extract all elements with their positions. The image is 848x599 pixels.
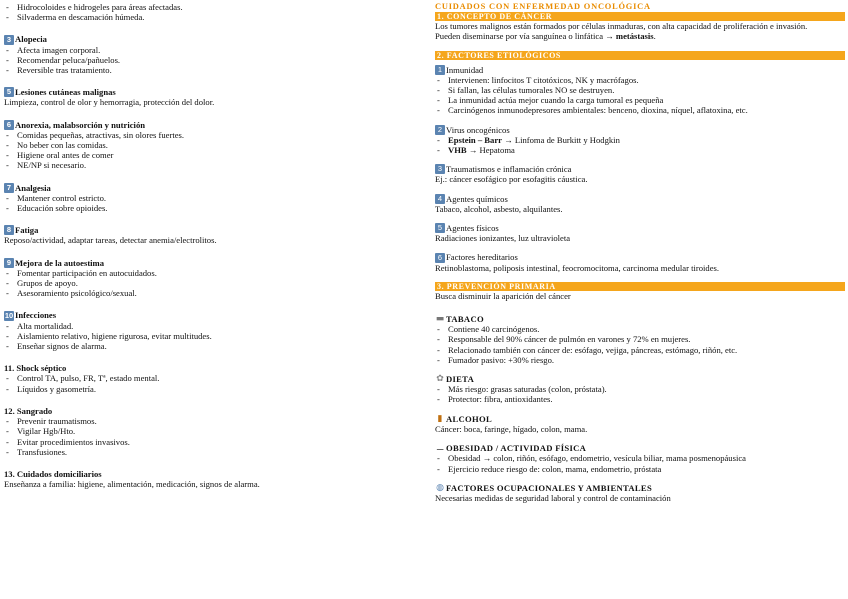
prevention-tabaco xyxy=(435,314,845,365)
list-item: - Líquidos y gasometría. xyxy=(4,384,416,394)
factor-title: Agentes químicos xyxy=(446,193,508,204)
prevention-text: Necesarias medidas de seguridad laboral y control de contaminación xyxy=(435,492,671,503)
factor-text: Ej.: cáncer esofágico por esofagitis cáustica. xyxy=(435,174,588,185)
number-badge-icon: 6 xyxy=(4,120,14,130)
section-infecciones xyxy=(4,310,416,351)
list-item: - Ejercicio reduce riesgo de: colon, mama, endometrio, próstata xyxy=(435,464,845,474)
number-badge-icon: 6 xyxy=(435,253,445,263)
section-analgesia xyxy=(4,183,416,214)
section-bar-concepto: 1. CONCEPTO DE CÁNCER xyxy=(435,12,845,21)
list-item xyxy=(435,135,845,145)
list-item: - Contiene 40 carcinógenos. xyxy=(435,324,845,334)
page-title: CUIDADOS CON ENFERMEDAD ONCOLÓGICA xyxy=(435,2,651,11)
list-item: - Evitar procedimientos invasivos. xyxy=(4,437,416,447)
list-item: - Más riesgo: grasas saturadas (colon, próstata). xyxy=(435,384,845,394)
factor-title: Virus oncogénicos xyxy=(446,124,510,135)
prevention-obesidad xyxy=(435,443,845,474)
list-item: - Fumador pasivo: +30% riesgo. xyxy=(435,355,845,365)
factor-fisicos xyxy=(435,223,845,243)
list-item: - Intervienen: linfocitos T citotóxicos, NK y macrófagos. xyxy=(435,75,845,85)
factor-virus xyxy=(435,125,845,156)
section-bar-prevencion: 3. PREVENCIÓN PRIMARIA xyxy=(435,282,845,291)
list-item: - Aislamiento relativo, higiene rigurosa, evitar multitudes. xyxy=(4,331,416,341)
prevention-title: OBESIDAD / ACTIVIDAD FÍSICA xyxy=(446,443,587,454)
section-anorexia xyxy=(4,120,416,171)
list-item: - La inmunidad actúa mejor cuando la carga tumoral es pequeña xyxy=(435,95,845,105)
list-item: - Comidas pequeñas, atractivas, sin olores fuertes. xyxy=(4,130,416,140)
list-item: - Obesidad → colon, riñón, esófago, endometrio, vesícula biliar, mama posmenopáusica xyxy=(435,453,845,463)
list-item: - Reversible tras tratamiento. xyxy=(4,65,416,75)
number-badge-icon: 9 xyxy=(4,258,14,268)
section-title: Alopecia xyxy=(15,34,47,45)
section-autoestima xyxy=(4,258,416,299)
section-sangrado xyxy=(4,406,416,457)
number-badge-icon: 8 xyxy=(4,225,14,235)
list-item: - Vigilar Hgb/Hto. xyxy=(4,426,416,436)
number-badge-icon: 2 xyxy=(435,125,445,135)
section-lesiones xyxy=(4,87,416,107)
concept-metastasis xyxy=(435,31,845,41)
factor-quimicos xyxy=(435,194,845,214)
list-item: - NE/NP si necesario. xyxy=(4,160,416,170)
factor-title: Factores hereditarios xyxy=(446,252,518,263)
section-title: Mejora de la autoestima xyxy=(15,257,105,268)
factor-inmunidad xyxy=(435,65,845,116)
prevention-text: Busca disminuir la aparición del cáncer xyxy=(435,290,571,301)
section-text: Limpieza, control de olor y hemorragia, protección del dolor. xyxy=(4,97,215,108)
factor-traumatismos xyxy=(435,164,845,184)
section-title: Anorexia, malabsorción y nutrición xyxy=(15,119,146,130)
list-item: - Silvaderma en descamación húmeda. xyxy=(4,12,416,22)
virus-name: Epstein – Barr xyxy=(448,134,502,145)
section-shock-septico xyxy=(4,363,416,394)
beer-icon: ▮ xyxy=(437,413,443,424)
list-item: - Relacionado también con cáncer de: esófago, vejiga, páncreas, estómago, riñón, etc. xyxy=(435,345,845,355)
food-icon: ✿ xyxy=(436,374,444,385)
number-badge-icon: 10 xyxy=(4,310,14,320)
prevention-title: ALCOHOL xyxy=(446,413,493,424)
virus-effect: → Linfoma de Burkitt y Hodgkin xyxy=(501,134,620,145)
number-badge-icon: 3 xyxy=(435,164,445,174)
concept-text-post: . xyxy=(653,31,656,42)
section-bar-factores: 2. FACTORES ETIOLÓGICOS xyxy=(435,51,845,60)
virus-effect: → Hepatoma xyxy=(466,145,515,156)
section-fatiga xyxy=(4,225,416,245)
left-column xyxy=(4,2,416,489)
top-list xyxy=(4,2,416,22)
virus-name: VHB xyxy=(448,145,467,156)
factor-title: Agentes físicos xyxy=(446,223,499,234)
section-title: Lesiones cutáneas malignas xyxy=(15,87,116,98)
list-item: - Higiene oral antes de comer xyxy=(4,150,416,160)
cigarette-icon: ▬ xyxy=(435,314,445,325)
section-title: Infecciones xyxy=(15,310,57,321)
list-item: - No beber con las comidas. xyxy=(4,140,416,150)
factory-icon: ◍ xyxy=(436,482,444,493)
list-item: - Responsable del 90% cáncer de pulmón en varones y 72% en mujeres. xyxy=(435,334,845,344)
list-item: - Grupos de apoyo. xyxy=(4,278,416,288)
section-title: Analgesia xyxy=(15,182,51,193)
list-item: - Hidrocoloides e hidrogeles para áreas afectadas. xyxy=(4,2,416,12)
number-badge-icon: 5 xyxy=(435,223,445,233)
number-badge-icon: 7 xyxy=(4,183,14,193)
factor-hereditarios xyxy=(435,252,845,272)
right-column xyxy=(435,2,845,503)
section-text: Enseñanza a familia: higiene, alimentación, medicación, signos de alarma. xyxy=(4,479,260,490)
number-badge-icon: 1 xyxy=(435,65,445,75)
factor-title: Inmunidad xyxy=(446,64,484,75)
prevention-title: FACTORES OCUPACIONALES Y AMBIENTALES xyxy=(446,482,653,493)
number-badge-icon: 3 xyxy=(4,35,14,45)
section-title: 11. Shock séptico xyxy=(4,363,67,374)
prevention-title: TABACO xyxy=(446,314,484,325)
section-title: Fatiga xyxy=(15,225,39,236)
prevention-alcohol xyxy=(435,414,845,434)
list-item: - Asesoramiento psicológico/sexual. xyxy=(4,288,416,298)
section-alopecia xyxy=(4,34,416,75)
number-badge-icon: 4 xyxy=(435,194,445,204)
prevention-dieta xyxy=(435,374,845,405)
list-item: - Carcinógenos inmunodepresores ambientales: benceno, dioxina, níquel, aflatoxina, etc. xyxy=(435,105,845,115)
list-item: - Si fallan, las células tumorales NO se destruyen. xyxy=(435,85,845,95)
factor-text: Tabaco, alcohol, asbesto, alquilantes. xyxy=(435,203,563,214)
prevention-ocupacionales xyxy=(435,483,845,503)
list-item: - Protector: fibra, antioxidantes. xyxy=(435,394,845,404)
factor-title: Traumatismos e inflamación crónica xyxy=(446,164,572,175)
runner-icon: ⚊ xyxy=(435,443,445,454)
section-title: 13. Cuidados domiciliarios xyxy=(4,468,102,479)
section-text: Reposo/actividad, adaptar tareas, detectar anemia/electrolitos. xyxy=(4,235,217,246)
number-badge-icon: 5 xyxy=(4,87,14,97)
list-item xyxy=(435,145,845,155)
concept-bold: metástasis xyxy=(615,31,654,42)
section-domiciliarios xyxy=(4,469,416,489)
list-item: - Recomendar peluca/pañuelos. xyxy=(4,55,416,65)
concept-text-pre: Pueden diseminarse por vía sanguínea o linfática → xyxy=(435,31,616,42)
list-item: - Transfusiones. xyxy=(4,447,416,457)
section-title: 12. Sangrado xyxy=(4,405,53,416)
list-item: - Educación sobre opioides. xyxy=(4,203,416,213)
list-item: - Afecta imagen corporal. xyxy=(4,45,416,55)
list-item: - Fomentar participación en autocuidados. xyxy=(4,268,416,278)
factor-text: Retinoblastoma, poliposis intestinal, feocromocitoma, carcinoma medular tiroides. xyxy=(435,262,720,273)
list-item: - Alta mortalidad. xyxy=(4,321,416,331)
list-item: - Enseñar signos de alarma. xyxy=(4,341,416,351)
list-item: - Control TA, pulso, FR, Tª, estado mental. xyxy=(4,373,416,383)
list-item: - Prevenir traumatismos. xyxy=(4,416,416,426)
prevention-title: DIETA xyxy=(446,374,475,385)
concept-text: Los tumores malignos están formados por células inmaduras, con alta capacidad de proliferación e invasión. xyxy=(435,21,808,32)
factor-text: Radiaciones ionizantes, luz ultravioleta xyxy=(435,233,571,244)
list-item: - Mantener control estricto. xyxy=(4,193,416,203)
prevention-text: Cáncer: boca, faringe, hígado, colon, mama. xyxy=(435,423,588,434)
